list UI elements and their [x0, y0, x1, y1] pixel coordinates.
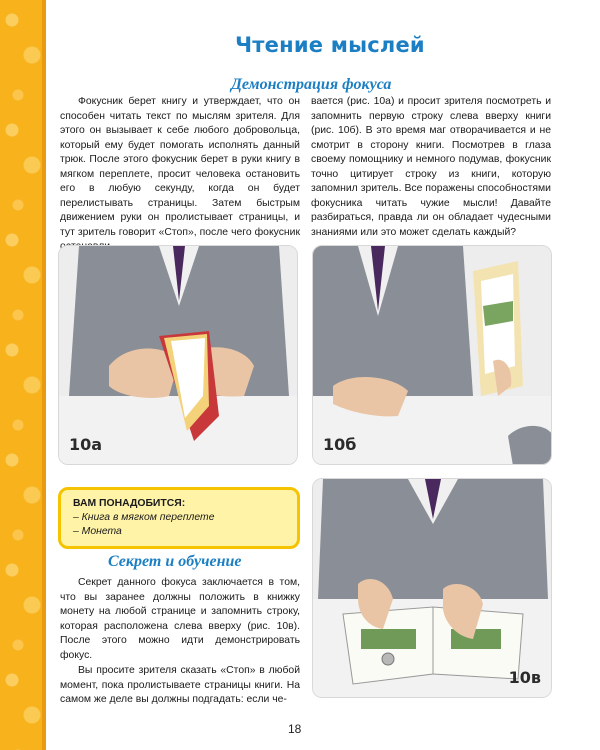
- secret-text: [60, 576, 300, 708]
- section-heading-demo: Демонстрация фокуса: [231, 76, 392, 93]
- page-title: Чтение мыслей: [235, 33, 425, 57]
- decorative-side-strip: [0, 0, 46, 750]
- illustration-10c: [312, 478, 552, 698]
- secret-paragraph-2: Вы просите зрителя сказать «Стоп» в любой момент, пока пролистываете страницы книги. На самом же деле вы должны подгадать: если че-: [60, 665, 300, 705]
- figure-label-10b: 10б: [323, 435, 357, 454]
- page-number: 18: [288, 722, 302, 736]
- figure-label-10c: 10в: [508, 668, 541, 687]
- demo-paragraph-right: вается (рис. 10а) и просит зрителя посмотреть и запомнить первую строку слева вверху книги (рис. 10б). В это время маг отворачивается и не смотрит в сторону книги. Посмотрев в глаза своему помощнику и немного подумав, фокусник точно цитирует строку из книги, которую запомнил зритель. Все поражены способностями фокусника читать чужие мысли! Давайте разбираться, правда ли он обладает чудесными знаниями или это может сделать каждый?: [311, 96, 551, 238]
- illustration-10a: [58, 245, 298, 465]
- illustration-10b: [312, 245, 552, 465]
- section-heading-secret: Секрет и обучение: [108, 553, 242, 570]
- materials-box: [58, 487, 300, 549]
- materials-item: – Монета: [73, 526, 122, 537]
- secret-paragraph-1: Секрет данного фокуса заключается в том, что вы заранее должны положить в книжку монету на любой странице и запомнить строку, которая расположена слева вверху (рис. 10в). После этого можно идти демонстрировать фокус.: [60, 577, 300, 661]
- demo-paragraph-left: Фокусник берет книгу и утверждает, что он способен читать текст по мыслям зрителя. Для этого он вызывает к себе любого добровольца, который ему будет помогать исполнять данный трюк. После этого фокусник берет в руки книгу в мягком переплете, просит человека остановить его в любую секунду, когда он будет перелистывать страницы. Затем быстрым движением руки он пролистывает страницы, и тут зритель говорит «Стоп», после чего фокусник: [60, 96, 300, 238]
- demo-text-left: [60, 95, 300, 255]
- magician-showing-book-image: [313, 246, 552, 465]
- materials-title: ВАМ ПОНАДОБИТСЯ:: [73, 498, 186, 509]
- figure-label-10a: 10а: [69, 435, 103, 454]
- demo-text-right: [311, 95, 551, 240]
- materials-item: – Книга в мягком переплете: [73, 512, 215, 523]
- coin-in-open-book-image: [313, 479, 552, 698]
- magician-flipping-book-image: [59, 246, 298, 465]
